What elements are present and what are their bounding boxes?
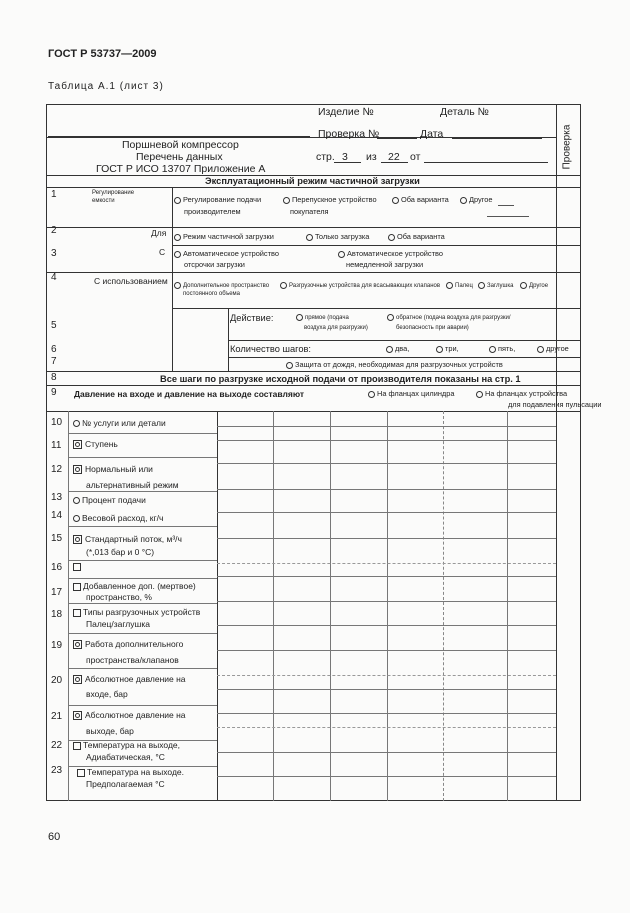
checkbox-icon[interactable] <box>77 769 85 777</box>
other-field[interactable] <box>487 216 529 217</box>
r5-option-2[interactable]: обратное (подача воздуха для разгрузки/ <box>387 314 511 322</box>
row-number: 6 <box>51 344 57 355</box>
grid-row <box>68 705 217 706</box>
grid-row <box>68 560 217 561</box>
proverka-no-label: Проверка № <box>318 128 380 140</box>
r4-option-4[interactable]: Заглушка <box>478 282 513 290</box>
checkbox-icon[interactable] <box>73 640 82 649</box>
grid-row <box>217 538 556 539</box>
grid-col <box>273 411 274 801</box>
page-number: 60 <box>48 831 61 843</box>
grid-row <box>217 776 556 777</box>
r19-label-cont: пространства/клапанов <box>86 655 179 665</box>
grid-col <box>507 411 508 801</box>
r5-option-2-cont: безопасность при аварии) <box>396 325 469 331</box>
r4-option-2[interactable]: Разгрузочные устройства для всасывающих клапанов <box>280 282 440 290</box>
r23-label-cont: Предполагаемая °С <box>86 779 165 789</box>
checkbox-icon[interactable] <box>73 711 82 720</box>
row-number: 7 <box>51 356 57 367</box>
other-field[interactable] <box>498 205 514 206</box>
grid-row <box>217 426 556 427</box>
row-number: 8 <box>51 372 57 383</box>
radio-icon <box>392 197 399 204</box>
grid-col <box>443 411 444 801</box>
row-number: 2 <box>51 225 57 236</box>
checkbox-icon[interactable] <box>73 675 82 684</box>
radio-icon <box>537 346 544 353</box>
r4-option-5[interactable]: Другое <box>520 282 548 290</box>
r11-label: Ступень <box>73 440 118 450</box>
rule <box>68 411 69 801</box>
perechen-title: Перечень данных <box>136 151 223 163</box>
rule <box>46 227 581 228</box>
radio-icon <box>338 251 345 258</box>
grid-row <box>217 489 556 490</box>
grid-col <box>387 411 388 801</box>
radio-icon <box>296 314 303 321</box>
section-title: Эксплуатационный режим частичной загрузки <box>205 176 420 186</box>
r15-label-cont: (*,013 бар и 0 °С) <box>86 547 155 557</box>
r6-label: Количество шагов: <box>230 344 312 354</box>
radio-icon <box>489 346 496 353</box>
radio-icon <box>478 282 485 289</box>
r18-label: Типы разгрузочных устройств <box>73 608 200 618</box>
ot-label: от <box>410 151 421 163</box>
radio-icon <box>368 391 375 398</box>
radio-icon <box>387 314 394 321</box>
radio-icon <box>73 515 80 522</box>
radio-icon <box>386 346 393 353</box>
row-number: 1 <box>51 189 57 200</box>
radio-icon <box>436 346 443 353</box>
r1-option-1-cont: производителем <box>184 207 241 216</box>
rule <box>172 245 581 246</box>
grid-row <box>217 625 556 626</box>
r1-option-2[interactable]: Перепускное устройство <box>283 196 377 205</box>
radio-icon <box>520 282 527 289</box>
r2-option-3[interactable]: Оба варианта <box>388 233 445 242</box>
grid-row <box>217 563 556 564</box>
iz-label: из <box>366 151 377 163</box>
r22-label: Температура на выходе, <box>73 741 180 751</box>
grid-row <box>68 668 217 669</box>
rule <box>46 385 581 386</box>
r21-label: Абсолютное давление на <box>73 711 186 721</box>
radio-icon <box>174 234 181 241</box>
rule <box>46 187 581 188</box>
r10-label: № услуги или детали <box>73 419 166 429</box>
r6-option-2[interactable]: три, <box>436 345 459 354</box>
grid-row <box>68 526 217 527</box>
rule <box>172 308 581 309</box>
r1-label: Регулирование <box>92 190 135 196</box>
rule <box>228 340 581 341</box>
r2-option-2[interactable]: Только загрузка <box>306 233 369 242</box>
r14-label: Весовой расход, кг/ч <box>73 514 163 524</box>
grid-row <box>68 633 217 634</box>
proverka-column-header: Проверка <box>561 124 573 170</box>
r12-label-cont: альтернативный режим <box>86 480 179 490</box>
rule <box>46 371 581 372</box>
row-number: 11 <box>51 440 62 451</box>
r6-option-3[interactable]: пять, <box>489 345 515 354</box>
r5-option-1[interactable]: прямое (подача <box>296 314 349 322</box>
radio-icon <box>280 282 287 289</box>
data-label: Дата <box>420 128 444 140</box>
row-number: 15 <box>51 533 63 544</box>
r1-option-1[interactable]: Регулирование подачи <box>174 196 261 205</box>
row-number: 23 <box>51 765 63 776</box>
r20-label: Абсолютное давление на <box>73 675 186 685</box>
radio-icon <box>476 391 483 398</box>
r6-option-1[interactable]: два, <box>386 345 409 354</box>
str-label: стр. <box>316 151 335 163</box>
r20-label-cont: входе, бар <box>86 689 128 699</box>
rule <box>46 411 581 412</box>
grid-row <box>217 440 556 441</box>
row-number: 14 <box>51 510 63 521</box>
radio-icon <box>73 497 80 504</box>
row-number: 13 <box>51 492 63 503</box>
checkbox-icon[interactable] <box>73 440 82 449</box>
iz-value: 22 <box>388 151 400 163</box>
r1-label: емкости <box>92 198 115 204</box>
grid-row <box>68 433 217 434</box>
row-number: 18 <box>51 609 63 620</box>
r4-label: С использованием <box>94 276 168 286</box>
radio-icon <box>174 197 181 204</box>
pressure-title: Давление на входе и давление на выходе составляют <box>74 389 305 399</box>
grid-row <box>217 675 556 676</box>
r17-label-cont: пространство, % <box>86 592 152 602</box>
grid-row <box>217 576 556 577</box>
r3-option-2[interactable]: Автоматическое устройство <box>338 250 443 259</box>
underline <box>381 162 408 163</box>
r5-label: Действие: <box>230 313 274 323</box>
r1-option-4[interactable]: Другое <box>460 196 492 205</box>
pulsation-flange-option[interactable]: На фланцах устройства <box>476 390 567 399</box>
r4-option-1[interactable]: Дополнительное пространство <box>174 282 269 290</box>
cylinder-flange-option[interactable]: На фланцах цилиндра <box>368 390 454 399</box>
r6-option-4[interactable]: другое <box>537 345 569 354</box>
r16-checkbox[interactable] <box>73 562 83 572</box>
grid-row <box>217 650 556 651</box>
r1-option-2-cont: покупателя <box>290 207 329 216</box>
checkbox-icon[interactable] <box>73 583 81 591</box>
radio-icon <box>174 251 181 258</box>
radio-icon <box>460 197 467 204</box>
checkbox-icon[interactable] <box>73 535 82 544</box>
r3-option-1-cont: отсрочки загрузки <box>184 260 245 269</box>
gost-ref: ГОСТ Р ИСО 13707 Приложение А <box>96 163 266 175</box>
row-number: 19 <box>51 640 63 651</box>
rule <box>228 308 229 371</box>
r2-label: Для <box>151 228 167 238</box>
pulsation-flange-cont: для подавления пульсации <box>508 400 602 409</box>
proverka-no-field[interactable] <box>377 138 417 139</box>
grid-row <box>68 603 217 604</box>
label-column-border <box>172 187 173 371</box>
grid-row <box>217 713 556 714</box>
steps-title: Все шаги по разгрузке исходной подачи от производителя показаны на стр. 1 <box>160 374 521 384</box>
detal-label: Деталь № <box>440 106 489 118</box>
row-number: 3 <box>51 248 57 259</box>
r2-option-1[interactable]: Режим частичной загрузки <box>174 233 274 242</box>
grid-row <box>68 578 217 579</box>
radio-icon <box>174 282 181 289</box>
row-number: 21 <box>51 711 63 722</box>
radio-icon <box>306 234 313 241</box>
r18-label-cont: Палец/заглушка <box>86 619 150 629</box>
row-number: 16 <box>51 562 63 573</box>
grid-col <box>330 411 331 801</box>
grid-row <box>217 689 556 690</box>
r19-label: Работа дополнительного <box>73 640 183 650</box>
underline <box>334 162 361 163</box>
r5-option-1-cont: воздуха для разгрузки) <box>304 325 368 331</box>
row-number: 20 <box>51 675 63 686</box>
radio-icon <box>286 362 293 369</box>
r3-option-2-cont: немедленной загрузки <box>346 260 424 269</box>
r12-label: Нормальный или <box>73 465 153 475</box>
grid-row <box>68 491 217 492</box>
row-number: 22 <box>51 740 63 751</box>
str-value: 3 <box>342 151 348 163</box>
rule <box>217 411 218 801</box>
r22-label-cont: Адиабатическая, °С <box>86 752 165 762</box>
rule <box>46 272 581 273</box>
rule <box>228 357 581 358</box>
grid-row <box>217 463 556 464</box>
table-caption: Таблица А.1 (лист 3) <box>48 81 164 92</box>
row-number: 4 <box>51 272 57 283</box>
compressor-title: Поршневой компрессор <box>122 139 239 151</box>
r4-option-1-cont: постоянного объема <box>183 291 240 297</box>
r15-label: Стандартный поток, м³/ч <box>73 535 182 545</box>
r17-label: Добавленное доп. (мертвое) <box>73 582 196 592</box>
r4-option-3[interactable]: Палец <box>446 282 473 290</box>
r3-label: С <box>159 247 166 257</box>
grid-row <box>217 601 556 602</box>
proverka-column-border <box>556 104 557 801</box>
radio-icon <box>388 234 395 241</box>
document-header: ГОСТ Р 53737—2009 <box>48 48 157 60</box>
row-number: 12 <box>51 464 63 475</box>
radio-icon <box>283 197 290 204</box>
underline <box>48 136 310 137</box>
grid-row <box>217 512 556 513</box>
row-number: 17 <box>51 587 63 598</box>
checkbox-icon[interactable] <box>73 742 81 750</box>
radio-icon <box>73 420 80 427</box>
checkbox-icon[interactable] <box>73 609 81 617</box>
r3-option-1[interactable]: Автоматическое устройство <box>174 250 279 259</box>
grid-row <box>68 457 217 458</box>
date-field[interactable] <box>452 138 542 139</box>
izdelie-label: Изделие № <box>318 106 374 118</box>
r23-label: Температура на выходе. <box>77 768 184 778</box>
r13-label: Процент подачи <box>73 496 146 506</box>
row-number: 9 <box>51 387 57 398</box>
ot-field[interactable] <box>424 162 548 163</box>
radio-icon <box>446 282 453 289</box>
row-number: 10 <box>51 417 63 428</box>
r21-label-cont: выходе, бар <box>86 726 134 736</box>
r7-option[interactable]: Защита от дождя, необходимая для разгрузочных устройств <box>286 361 503 370</box>
grid-row <box>217 752 556 753</box>
row-number: 5 <box>51 320 57 331</box>
r1-option-3[interactable]: Оба варианта <box>392 196 449 205</box>
grid-row <box>217 727 556 728</box>
checkbox-icon[interactable] <box>73 465 82 474</box>
checkbox-icon[interactable] <box>73 563 81 571</box>
